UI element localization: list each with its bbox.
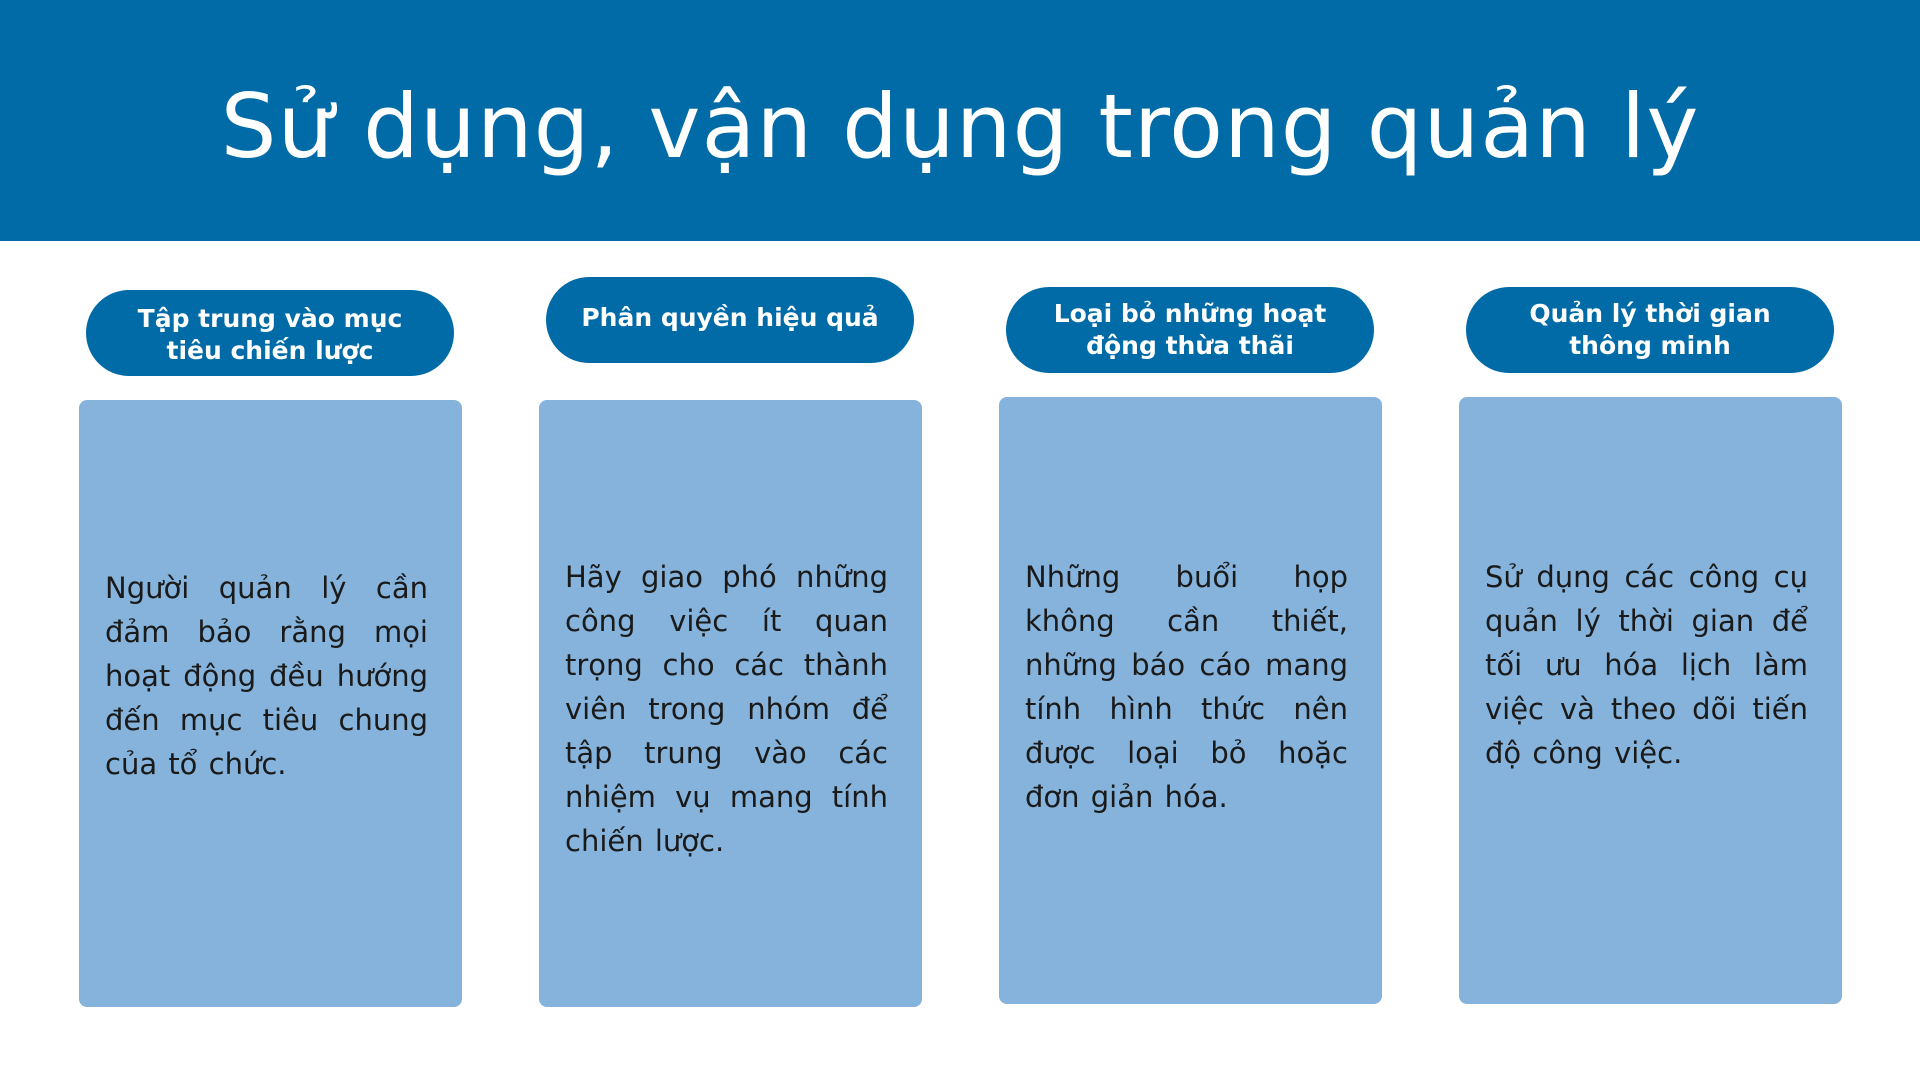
content-card-remove-redundant xyxy=(999,397,1382,1004)
heading-label: Quản lý thời gian thông minh xyxy=(1529,299,1771,360)
heading-pill-delegation xyxy=(546,277,914,363)
heading-pill-remove-redundant xyxy=(1006,287,1374,373)
header-banner xyxy=(0,0,1920,241)
card-body-text: Hãy giao phó những công việc ít quan trọng cho các thành viên trong nhóm để tập trung vào các nhiệm vụ mang tính chiến lược. xyxy=(565,560,888,858)
slide-title: Sử dụng, vận dụng trong quản lý xyxy=(220,75,1700,178)
heading-pill-time-management xyxy=(1466,287,1834,373)
content-card-strategic-goals xyxy=(79,400,462,1007)
heading-pill-strategic-goals xyxy=(86,290,454,376)
content-card-time-management xyxy=(1459,397,1842,1004)
content-card-delegation xyxy=(539,400,922,1007)
heading-label: Loại bỏ những hoạt động thừa thãi xyxy=(1053,299,1327,360)
card-body-text: Sử dụng các công cụ quản lý thời gian để tối ưu hóa lịch làm việc và theo dõi tiến độ công việc. xyxy=(1485,560,1808,770)
card-body-text: Những buổi họp không cần thiết, những báo cáo mang tính hình thức nên được loại bỏ hoặc đơn giản hóa. xyxy=(1025,560,1348,814)
heading-label: Phân quyền hiệu quả xyxy=(581,303,879,332)
heading-label: Tập trung vào mục tiêu chiến lược xyxy=(137,304,403,365)
card-body-text: Người quản lý cần đảm bảo rằng mọi hoạt động đều hướng đến mục tiêu chung của tổ chức. xyxy=(105,571,428,781)
